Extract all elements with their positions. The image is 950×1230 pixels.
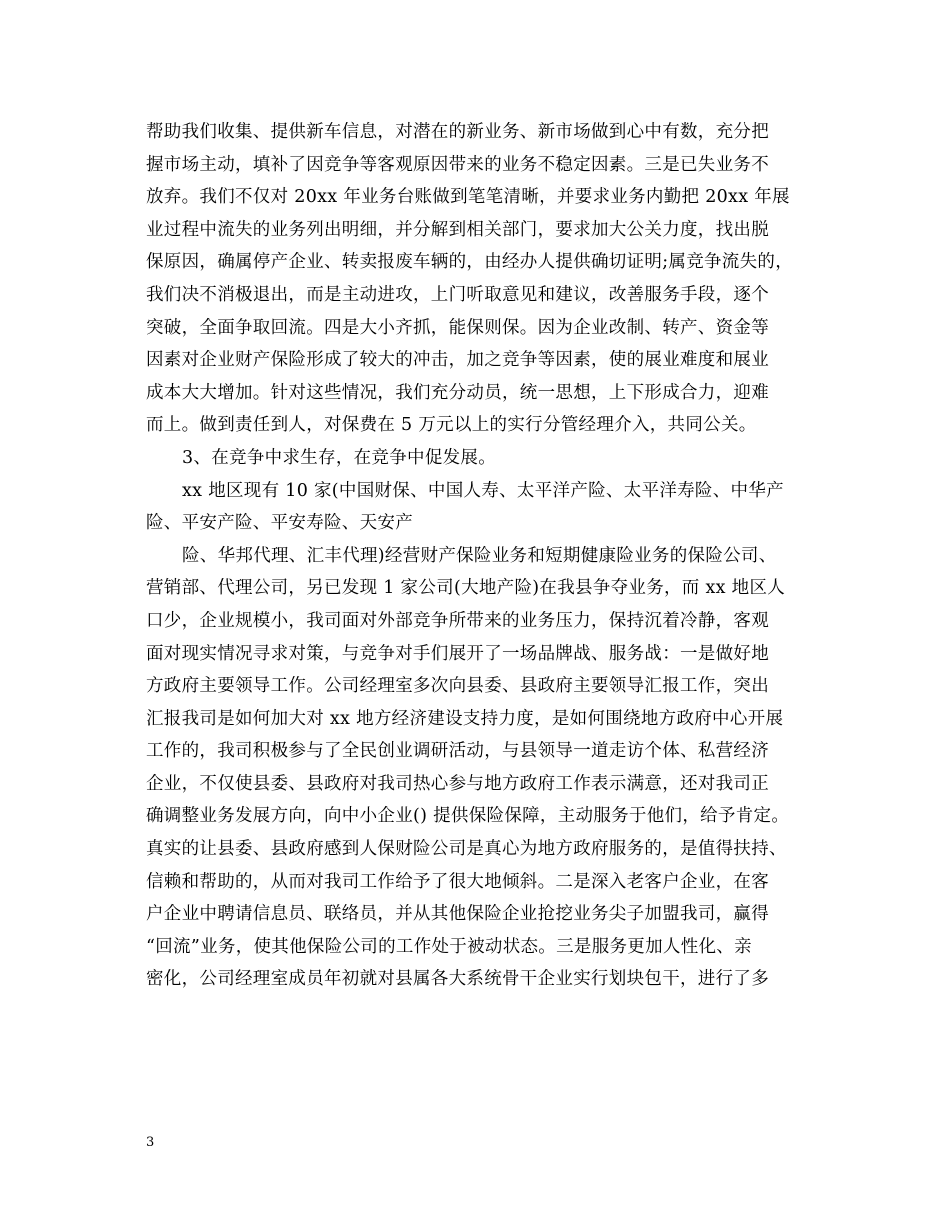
text-line: 突破，全面争取回流。四是大小齐抓，能保则保。因为企业改制、转产、资金等	[146, 317, 769, 338]
text-line: 放弃。我们不仅对 20xx 年业务台账做到笔笔清晰，并要求业务内勤把 20xx 年展	[146, 187, 790, 208]
text-line: 而上。做到责任到人，对保费在 5 万元以上的实行分管经理介入，共同公关。	[146, 415, 757, 436]
text-line: 信赖和帮助的，从而对我司工作给予了很大地倾斜。二是深入老客户企业，在客	[146, 871, 769, 892]
text-line: 保原因，确属停产企业、转卖报废车辆的，由经办人提供确切证明;属竞争流失的，	[146, 252, 793, 273]
page-number: 3	[146, 1135, 155, 1150]
text-line: 握市场主动，填补了因竞争等客观原因带来的业务不稳定因素。三是已失业务不	[146, 154, 769, 175]
text-line: “回流”业务，使其他保险公司的工作处于被动状态。三是服务更加人性化、亲	[146, 936, 752, 957]
text-line: 因素对企业财产保险形成了较大的冲击，加之竞争等因素，使的展业难度和展业	[146, 350, 769, 371]
text-line: 真实的让县委、县政府感到人保财险公司是真心为地方政府服务的，是值得扶持、	[146, 839, 787, 860]
text-line: 险、平安产险、平安寿险、天安产	[146, 513, 413, 534]
text-line: 密化，公司经理室成员年初就对县属各大系统骨干企业实行划块包干，进行了多	[146, 969, 769, 990]
text-line: xx 地区现有 10 家(中国财保、中国人寿、太平洋产险、太平洋寿险、中华产	[182, 480, 784, 501]
text-line: 我们决不消极退出，而是主动进攻，上门听取意见和建议，改善服务手段，逐个	[146, 284, 769, 305]
text-line: 口少，企业规模小，我司面对外部竞争所带来的业务压力，保持沉着冷静，客观	[146, 610, 769, 631]
text-line: 成本大大增加。针对这些情况，我们充分动员，统一思想，上下形成合力，迎难	[146, 382, 769, 403]
text-line: 面对现实情况寻求对策，与竞争对手们展开了一场品牌战、服务战：一是做好地	[146, 643, 769, 664]
text-line: 户企业中聘请信息员、联络员，并从其他保险企业抢挖业务尖子加盟我司，赢得	[146, 904, 769, 925]
body-text	[146, 116, 826, 996]
text-line: 企业，不仅使县委、县政府对我司热心参与地方政府工作表示满意，还对我司正	[146, 773, 769, 794]
text-line: 业过程中流失的业务列出明细，并分解到相关部门，要求加大公关力度，找出脱	[146, 219, 769, 240]
text-line: 汇报我司是如何加大对 xx 地方经济建设支持力度，是如何围绕地方政府中心开展	[146, 708, 784, 729]
text-line: 帮助我们收集、提供新车信息，对潜在的新业务、新市场做到心中有数，充分把	[146, 122, 769, 142]
text-line: 险、华邦代理、汇丰代理)经营财产保险业务和短期健康险业务的保险公司、	[182, 545, 777, 566]
text-line: 确调整业务发展方向，向中小企业() 提供保险保障，主动服务于他们，给予肯定。	[146, 806, 790, 827]
text-line: 3、在竞争中求生存，在竞争中促发展。	[182, 447, 497, 468]
text-line: 方政府主要领导工作。公司经理室多次向县委、县政府主要领导汇报工作，突出	[146, 676, 769, 697]
text-line: 营销部、代理公司，另已发现 1 家公司(大地产险)在我县争夺业务，而 xx 地区人	[146, 578, 786, 599]
text-line: 工作的，我司积极参与了全民创业调研活动，与县领导一道走访个体、私营经济	[146, 741, 769, 762]
